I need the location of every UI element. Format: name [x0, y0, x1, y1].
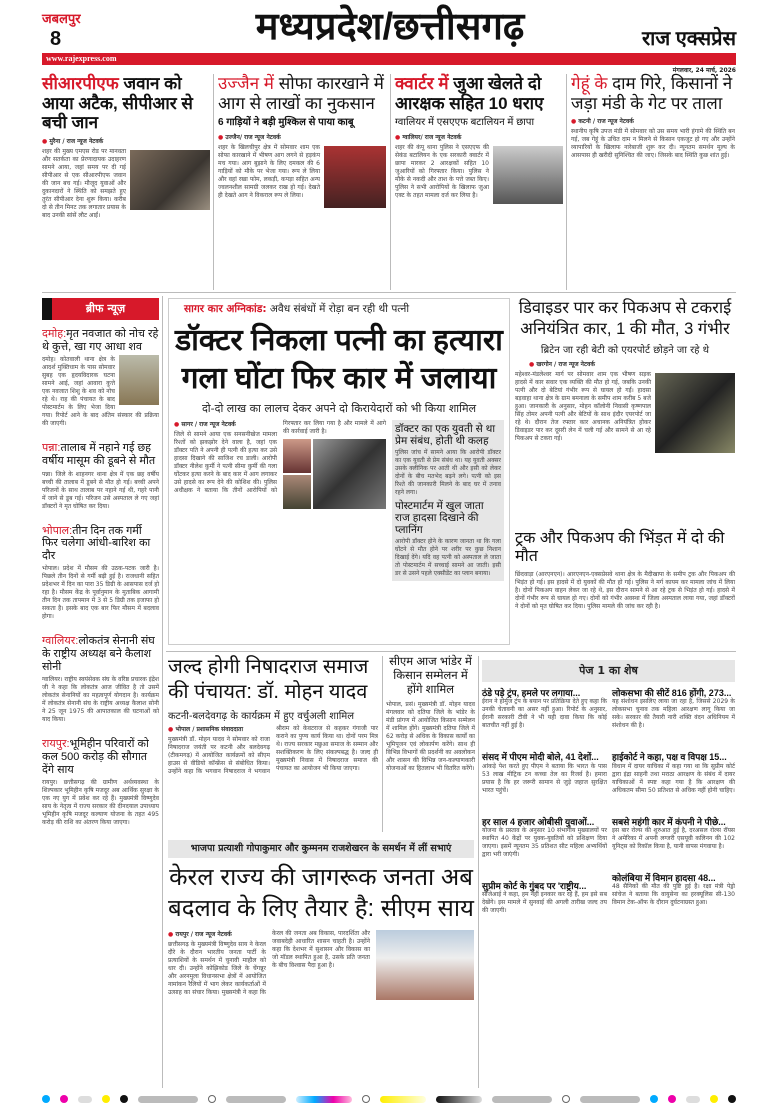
byline: ● सागर / राज न्यूज नेटवर्क	[174, 420, 277, 428]
brief-place: पन्ना:	[42, 442, 61, 455]
brief-body: भोपाल। प्रदेश में मौसम की उठक-पटक जारी है। पिछले तीन दिनों से गर्मी बढ़ी हुई है। राजधानी सहित प्रदेशभर में दिन का पारा 35 डिग्री के आसपास दर्ज हो रहा है। मौसम केंद्र के पूर्वानुमान के मुताबिक आगामी तीन दिन तक तापमान में 3 से 5 डिग्री तक इजाफा हो सकता है। इसके बाद एक बार फिर मौसम में बदलाव होगा।	[42, 565, 159, 621]
headline: सोफा कारखाने में आग से लाखों का नुकसान	[218, 74, 384, 113]
brief-body: रायपुर। छत्तीसगढ़ की ग्रामीण अर्थव्यवस्था के शिल्पकार भूमिहीन कृषि मजदूर अब आर्थिक सुरक्षा के एक नए युग में प्रवेश कर रहे हैं। मुख्यमंत्री विष्णुदेव साय के नेतृत्व में राज्य सरकार की दीनदयाल उपाध्याय भूमिहीन कृषि मजदूर कल्याण योजना के तहत 495 करोड़ की राशि का अंतरण किया जाएगा।	[42, 779, 159, 827]
article-ujjain-fire	[218, 74, 386, 211]
sidebar-box	[392, 420, 504, 581]
headline: जल्द होगी निषादराज समाज की पंचायत: डॉ. मोहन यादव	[168, 656, 369, 703]
kerala-kicker-bar: भाजपा प्रत्याशी गोपाकुमार और कुम्मनम राजशेखरन के समर्थन में लीं सभाएं	[168, 840, 474, 858]
box-headline-2: पोस्टमार्टम में खुल जाता राज हादसा दिखाने की प्लानिंग	[395, 500, 484, 537]
continued-headline: सुप्रीम कोर्ट के गुंबद पर 'राष्ट्रीय...	[482, 881, 587, 892]
headline: केरल राज्य की जागरूक जनता अब बदलाव के लिए तैयार है: सीएम साय	[168, 864, 474, 923]
byline: ● कटनी / राज न्यूज नेटवर्क	[571, 117, 735, 125]
subheadline: ब्रिटेन जा रही बेटी को एयरपोर्ट छोड़ने जा रहे थे	[540, 345, 710, 357]
header-bar	[42, 53, 736, 65]
brief-item	[42, 635, 159, 724]
brief-body: ग्वालियर। राष्ट्रीय स्वयंसेवक संघ के वरिष्ठ प्रचारक इंद्रेश जी ने कहा कि लोकतंत्र आज जीवित है तो उसमें लोकतंत्र सेनानियों का महत्वपूर्ण योगदान है। कार्यक्रम में लोकतंत्र सेनानी संघ के राष्ट्रीय अध्यक्ष कैलाश सोनी ने 25 जून 1975 की आपातकाल की घटनाओं को याद किया।	[42, 676, 159, 724]
byline: ● उज्जैन/ राज न्यूज नेटवर्क	[218, 133, 386, 141]
car-accident-story	[515, 298, 735, 456]
page-number: 8	[50, 28, 62, 50]
brief-headline: तालाब में नहाने गई छह वर्षीय मासूम की डूबने से मौत	[42, 442, 156, 467]
city-label: जबलपुर	[42, 11, 81, 26]
subheadline: 6 गाड़ियों ने बड़ी मुश्किल से पाया काबू	[218, 117, 354, 129]
cm-bhander-story	[386, 656, 475, 773]
continued-item	[612, 688, 735, 730]
brief-place: दमोह:	[42, 328, 67, 340]
continued-headline: हर साल 4 हजार ओबीसी युवाओं...	[482, 816, 595, 827]
byline: ● मुरैना / राज न्यूज नेटवर्क	[42, 137, 210, 145]
headline-kicker: सीआरपीएफ	[42, 74, 119, 93]
main-subheadline: दो-दो लाख का लालच देकर अपने दो किरायेदारों को भी किया शामिल	[201, 402, 477, 415]
article-body: छिंदवाड़ा (आरएनएन)। आरएनएन-एक्सप्रेसवे थाना क्षेत्र के मैदीखापा के समीप ट्रक और पिकअप की भिड़ंत हो गई। इस हादसे में दो युवकों की मौत हो गई। पुलिस ने मर्ग कायम कर मामला जांच में लिया है। दोनों पिकअप वाहन लेकर जा रहे थे, इस दौरान सामने से आ रहे ट्रक से भिड़ंत हो गई। हादसे में दोनों गंभीर रूप से घायल हो गए। दोनों को गंभीर अवस्था में जिला अस्पताल लाया गया, जहां डॉक्टरों ने दोनों को मृत घोषित कर दिया। पुलिस मामले की जांच कर रही है।	[515, 570, 735, 610]
continued-body: 48 सैनिकों की मौत की पुष्टि हुई है। रक्षा मंत्री पेड्रो सांचेज ने बताया कि वायुसेना का हरक्यूलिस सी-130 विमान टेक-ऑफ के दौरान दुर्घटनाग्रस्त हुआ।	[612, 883, 735, 907]
brief-item	[42, 328, 159, 428]
main-body: जिले से सामने आया एक सनसनीखेज मामला रिश्तों को झकझोर देने वाला है, जहां एक डॉक्टर पति ने अपनी ही पत्नी की हत्या कर उसे हादसा दिखाने की साजिश रच डाली। आरोपी डॉक्टर नीलेश कुर्मी ने पत्नी सीमा कुर्मी की गला घोंटकर हत्या करने के बाद कार में आग लगाकर उसे हादसे का रूप देने की कोशिश की। पुलिस अधीक्षक ने बताया कि तीनों आरोपियों को गिरफ्तार कर लिया गया है और मामले में आगे की कार्रवाई जारी है।	[174, 420, 386, 494]
brief-item	[42, 525, 159, 622]
accident-photo	[655, 373, 735, 453]
brief-headline: भूमिहीन परिवारों को कल 500 करोड़ की सौगात देंगे साय	[42, 738, 149, 776]
main-kicker-rest: अवैध संबंधों में रोड़ा बन रही थी पत्नी	[269, 303, 410, 315]
headline-kicker: क्वार्टर में	[395, 74, 449, 93]
continued-body: ईरान ने होर्मुज ट्रंप के बयान पर प्रतिक्रिया देते हुए कहा कि उनकी चेतावनी का असर नहीं हुआ। रिपोर्ट के अनुसार, ईरानी सरकारी टीवी ने भी यही दावा किया कि कोई बातचीत नहीं हुई है।	[482, 698, 607, 730]
continued-item	[612, 817, 735, 851]
brief-place: भोपाल:	[42, 524, 73, 537]
brand-logo: राज एक्सप्रेस	[641, 28, 736, 50]
brief-place: रायपुर:	[42, 738, 70, 751]
brief-photo	[119, 355, 159, 405]
continued-item	[482, 688, 607, 730]
box-body-2: आरोपी डॉक्टर होने के कारण जानता था कि गला घोंटने से मौत होने पर शरीर पर कुछ निशान दिखाई देंगे। यदि वह पत्नी को अस्पताल ले जाता तो पोस्टमार्टम में सच्चाई सामने आ जाती। इसी डर से उसने पहले एक्सीडेंट का प्लान बनाया।	[395, 538, 501, 578]
continued-headline: संसद में पीएम मोदी बोले, 41 देशों...	[482, 752, 599, 763]
article-body: महेश्वर-मंडलेश्वर मार्ग पर सोमवार शाम एक भीषण सड़क हादसे में कार सवार एक व्यक्ति की मौत हो गई, जबकि उनकी पत्नी और दो बेटियां गंभीर रूप से घायल हो गईं। हादसा बड़वाहा थाना क्षेत्र के ग्राम बमनाला के समीप शाम करीब 5 बजे हुआ। जानकारी के अनुसार, मोहन कॉलोनी निवासी कृष्णपाल सिंह तोमर अपनी पत्नी और बेटियों के साथ इंदौर एयरपोर्ट जा रहे थे। दौरान तेज रफ्तार कार अचानक अनियंत्रित होकर डिवाइडर पार कर दूसरी लेन में चली गई और सामने से आ रहे पिकअप से टकरा गई।	[515, 371, 651, 443]
continued-column-1	[482, 688, 607, 929]
continued-body: सीजेआई ने कहा, हम नहीं इनकार कर रहे हैं, हम इसे सब देखेंगे। इस मामले में सुनवाई की अगली तारीख जल्द तय की जाएगी।	[482, 891, 607, 915]
brief-news-list	[42, 328, 159, 841]
continued-body: विधान में दायर याचिका में कहा गया था कि सुप्रीम कोर्ट द्वारा इंद्रा साहनी तथा मराठा आरक्षण के संबंध में दायर याचिकाओं में स्पष्ट कहा गया है कि आरक्षण की अधिकतम सीमा 50 प्रतिशत से अधिक नहीं होनी चाहिए।	[612, 762, 735, 794]
main-headline: डॉक्टर निकला पत्नी का हत्यारा गला घोंटा फिर कार में जलाया	[175, 324, 503, 395]
article-photo	[130, 150, 210, 210]
headline-kicker: गेहूं के	[571, 74, 608, 93]
continued-body: आंकड़े पेश करते हुए पीएम ने बताया कि भारत के पास 53 लाख मीट्रिक टन कच्चा तेल का रिजर्व है। हमारा प्रयास है कि हर जरूरी सामान से जुड़े जहाज सुरक्षित भारत पहुंचें।	[482, 762, 607, 794]
byline: ● ग्वालियर/ राज न्यूज नेटवर्क	[395, 133, 563, 141]
brief-item	[42, 442, 159, 510]
continued-headline: लोकसभा की सीटें 816 होंगी, 273...	[612, 688, 732, 698]
article-wheat-prices	[571, 74, 735, 160]
brief-headline: तीन दिन तक गर्मी फिर चलेगा आंधी-बारिश का दौर	[42, 524, 151, 562]
page1-continued-label: पेज 1 का शेष	[482, 660, 735, 682]
box-body: पुलिस जांच में सामने आया कि आरोपी डॉक्टर का एक युवती से प्रेम संबंध था। यह युवती अक्सर उसके क्लीनिक पर आती थी और इसी को लेकर दोनों के बीच मतभेद बढ़ने लगे। पत्नी को इस रिश्ते की जानकारी मिलने के बाद घर में तनाव रहने लगा।	[395, 449, 501, 497]
seized-cash-photo	[493, 146, 563, 204]
continued-headline: ठंडे पड़े ट्रंप, हमले पर लगाया...	[482, 688, 581, 698]
headline-kicker: उज्जैन में	[218, 74, 274, 93]
article-body: शहर के खिलचीपुर क्षेत्र में सोमवार शाम एक सोफा कारखाने में भीषण आग लगने से हड़कंप मच गया। आग बुझाने के लिए दमकल की 6 गाड़ियों को मौके पर भेजा गया। रूप ले लिया और वहां रखा फोम, लकड़ी, कपड़ा सहित अन्य ज्वलनशील सामग्री जलकर राख हो गई। देखते ही देखते आग ने विकराल रूप ले लिया।	[218, 143, 320, 199]
byline: ● खरगोन / राज न्यूज नेटवर्क	[529, 360, 735, 368]
continued-item	[482, 881, 607, 915]
brief-headline: लोकतंत्र सेनानी संघ के राष्ट्रीय अध्यक्ष बने कैलाश सोनी	[42, 635, 155, 673]
kerala-story	[168, 862, 474, 1000]
victim-photo	[283, 439, 311, 473]
continued-item	[482, 817, 607, 859]
website-link[interactable]: www.rajexpress.com	[46, 54, 117, 63]
headline: जुआ खेलते दो आरक्षक सहित 10 धराए	[395, 74, 544, 113]
byline: ● भोपाल / प्रशासनिक संवाददाता	[168, 725, 270, 733]
headline: ट्रक और पिकअप की भिंड़त में दो की मौत	[515, 530, 725, 566]
continued-headline: कोलंबिया में विमान हादसा 48...	[612, 873, 716, 884]
continued-body: यह संशोधन इसलिए लाया जा रहा है, जिससे 2029 के लोकसभा चुनाव तक महिला आरक्षण लागू किया जा सके। सरकार की तैयारी नारी शक्ति वंदन अधिनियम में संशोधन की है।	[612, 698, 735, 730]
burnt-car-photo	[313, 439, 386, 509]
brief-body: दमोह। कोतवाली थाना क्षेत्र के आदर्श मुक्तिधाम के पास सोमवार सुबह एक हृदयविदारक घटना सामने आई, जहां आवारा कुत्ते एक नवजात शिशु के शव को नोच रहे थे। राह की पंचायत के बाद पोस्टमार्टम के लिए भेजा दिया गया। रिपोर्ट आने के बाद अंतिम संस्कार की प्रक्रिया की जाएगी।	[42, 356, 159, 428]
cm-rally-photo	[376, 930, 474, 1000]
article-body: शहर की मुख्य एमएस रोड पर मानवता और सतर्कता का प्रेरणादायक उदाहरण सामने आया, जहां समय पर दी गई सीपीआर से एक सीआरपीएफ जवान की जान बच गई। मौजूद युवाओं और दुकानदारों ने स्थिति को समझते हुए तुरंत सीपीआर देना शुरू किया। करीब दो से तीन मिनट तक लगातार प्रयास के बाद उनकी सांसें लौट आईं।	[42, 147, 126, 219]
color-registration-bar	[42, 1094, 736, 1104]
article-body: मुख्यमंत्री डॉ. मोहन यादव ने सोमवार को राजा निषादराज जयंती पर कटनी और बलदेवगढ़ (टीकमगढ़) में आयोजित कार्यक्रमों को सीएम हाउस से वीडियो कॉन्फ्रेंस से संबोधित किया। उन्होंने कहा कि भगवान निषादराज ने भगवान श्रीराम को केवटराज से कहकर गंगाजी पार कराने का पुण्य कार्य किया था। दोनों परम मित्र थे। राज्य सरकार मछुआ समाज के सम्मान और सशक्तिकरण के लिए संकल्पबद्ध है। जल्द ही मुख्यमंत्री निवास में निषादराज समाज की पंचायत का आयोजन भी किया जाएगा।	[168, 725, 378, 775]
main-story	[168, 298, 510, 645]
continued-headline: सबसे महंगी कार में कंपनी ने पीछे...	[612, 816, 726, 827]
headline: सीएम आज भांडेर में किसान सम्मेलन में होंगे शामिल	[389, 656, 472, 696]
box-headline: डॉक्टर का एक युवती से था प्रेम संबंध, होती थी कलह	[395, 423, 496, 448]
continued-item	[612, 873, 735, 907]
subheadline: कटनी-बलदेवगढ़ के कार्यक्रम में हुए वर्चुअली शामिल	[168, 711, 355, 722]
nishadraj-story	[168, 655, 378, 776]
headline: डिवाइडर पार कर पिकअप से टकराई अनियंत्रित कार, 1 की मौत, 3 गंभीर	[518, 299, 732, 338]
brief-item	[42, 738, 159, 827]
continued-column-2	[612, 688, 735, 921]
accused-photo	[283, 475, 311, 509]
continued-headline: हाईकोर्ट ने कहा, पक्ष व विपक्ष 15...	[612, 752, 727, 763]
continued-item	[482, 752, 607, 794]
article-body: स्थानीय कृषि उपज मंडी में सोमवार को उस समय भारी हंगामे की स्थिति बन गई, जब गेहूं के उचित दाम न मिलने से किसान एकजुट हो गए और उन्होंने व्यापारियों के खिलाफ नारेबाजी शुरू कर दी। न्यूनतम समर्थन मूल्य के आसपास ही खरीदी सुनिश्चित की जाए। जिसके बाद स्थिति कुछ शांत हुई।	[571, 128, 735, 160]
continued-item	[612, 752, 735, 794]
continued-body: योजना के प्रस्ताव के अनुसार 10 संभागीय मुख्यालयों पर स्थापित 40 केंद्रों पर युवक-युवतियों को प्रशिक्षण दिया जाएगा। इसमें न्यूनतम 35 प्रतिशत सीट महिला अभ्यर्थियों द्वारा भरी जाएंगी।	[482, 827, 607, 859]
byline: ● रायपुर / राज न्यूज नेटवर्क	[168, 930, 266, 938]
subheadline: ग्वालियर में एसएएफ बटालियन में छापा	[395, 117, 535, 129]
main-kicker: सागर कार अग्निकांड:	[184, 303, 267, 315]
article-crpf	[42, 74, 210, 220]
continued-body: इस बार रोल्स की शुरुआत हुई है, दरअसल रोल्स रॉयस ने अमेरिका में अपनी लग्जरी एसयूवी कलिनन की 102 यूनिट्स को रिकॉल किया है, यानी वापस मंगवाया है।	[612, 827, 735, 851]
article-body: शहर की कंपू थाना पुलिस ने एसएएफ की सेकंड बटालियन के एक सरकारी क्वार्टर में छापा मारकर 2 आरक्षकों सहित 10 जुआरियों को गिरफ्तार किया। पुलिस ने मौके से नकदी और ताश के पत्ते जब्त किए। पुलिस ने सभी आरोपियों के खिलाफ जुआ एक्ट के तहत मामला दर्ज कर लिया है।	[395, 143, 489, 199]
fire-photo	[324, 146, 386, 208]
brief-headline: मृत नवजात को नोच रहे थे कुत्ते, खा गए आधा शव	[42, 328, 159, 353]
headline: जवान को आया अटैक, सीपीआर से बची जान	[42, 74, 193, 133]
truck-accident-story	[515, 530, 735, 611]
article-body: छत्तीसगढ़ के मुख्यमंत्री विष्णुदेव साय ने केरल दौरे के दौरान भारतीय जनता पार्टी के प्रत्याशियों के समर्थन में चुनावी माहौल को धार दी। उन्होंने कोझिकोड जिले के चेंगन्नूर और अरनमुला विधानसभा क्षेत्रों में आयोजित नामांकन रैलियों में भाग लेकर कार्यकर्ताओं में उत्साह का संचार किया। मुख्यमंत्री ने कहा कि केरल की जनता अब विकास, पारदर्शिता और जवाबदेही आधारित शासन चाहती है। उन्होंने कहा कि देशभर में सुशासन और विकास का जो मॉडल स्थापित हुआ है, उसके प्रति जनता के बीच विश्वास पैदा हुआ है।	[168, 930, 370, 997]
article-gambling	[395, 74, 563, 207]
article-body: भोपाल, प्रसं। मुख्यमंत्री डॉ. मोहन यादव मंगलवार को दतिया जिले के भांडेर के मंडी प्रांगण में आयोजित किसान सम्मेलन में शामिल होंगे। मुख्यमंत्री दतिया जिले में 62 करोड़ से अधिक के विकास कार्यों का भूमिपूजन एवं लोकार्पण करेंगे। साथ ही विभिन्न विभागों की प्रदर्शनी का अवलोकन और शासन की विभिन्न जन-कल्याणकारी योजनाओं का हितलाभ भी वितरित करेंगे।	[386, 701, 475, 773]
brief-place: ग्वालियर:	[42, 635, 79, 648]
brief-news-label: ब्रीफ न्यूज़	[42, 298, 159, 320]
section-title: मध्यप्रदेश/छत्तीसगढ़	[255, 6, 525, 48]
issue-date: मंगलवार, 24 मार्च, 2026	[672, 67, 736, 74]
headline: दाम गिरे, किसानों ने जड़ा मंडी के गेट पर ताला	[571, 74, 733, 113]
brief-body: पन्ना। जिले के शाहनगर थाना क्षेत्र में एक छह वर्षीय बच्ची की तालाब में डूबने से मौत हो गई। बच्ची अपने परिजनों के साथ तालाब पर नहाने गई थी, गहरे पानी में जाने से डूब गई। परिजन उसे अस्पताल ले गए जहां डॉक्टरों ने मृत घोषित कर दिया।	[42, 470, 159, 510]
